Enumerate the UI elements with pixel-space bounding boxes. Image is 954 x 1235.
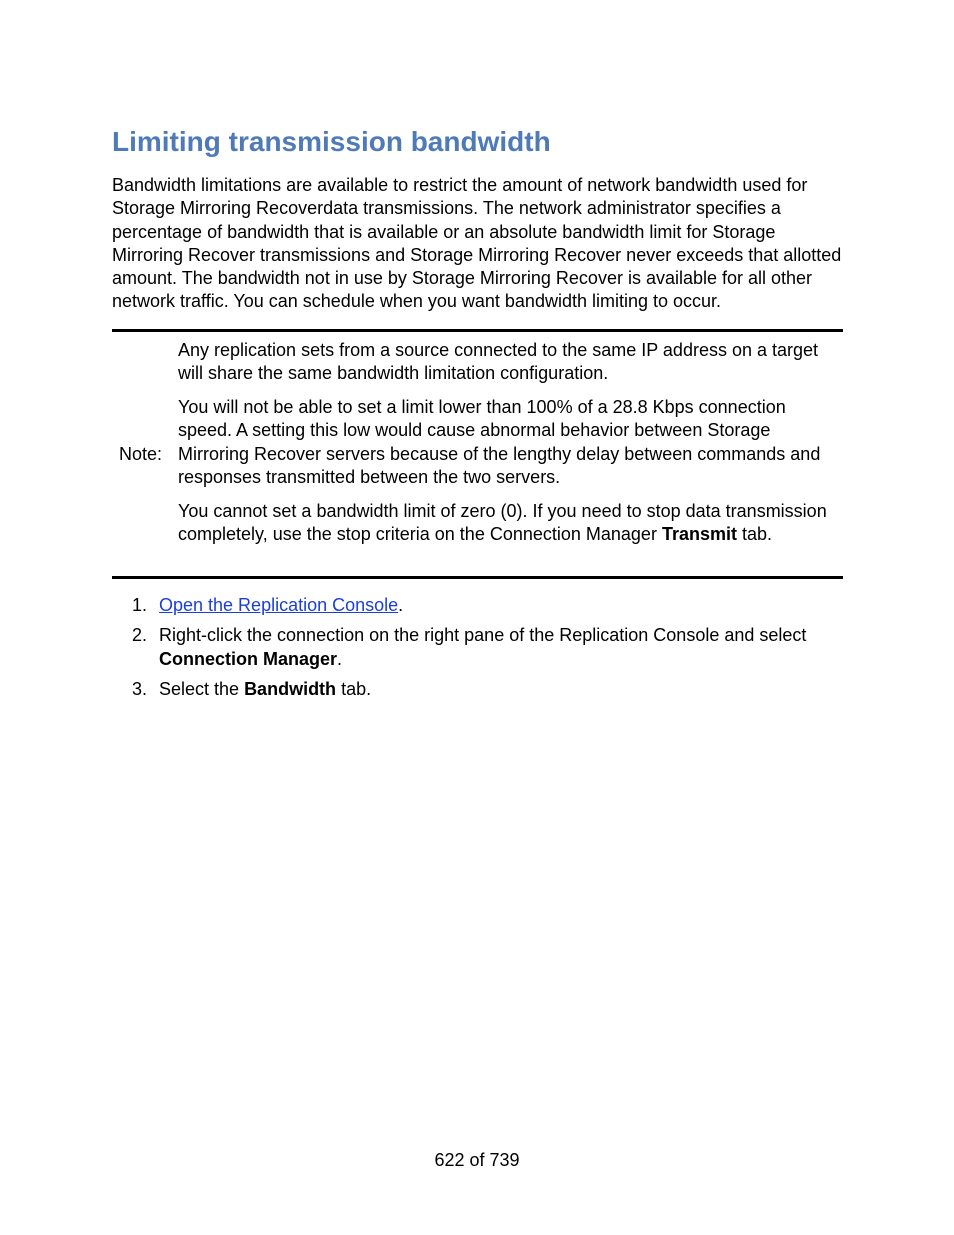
note-label: Note:	[119, 444, 163, 464]
step-number: 1.	[132, 595, 148, 615]
steps-list	[112, 594, 842, 708]
page-title: Limiting transmission bandwidth	[112, 126, 551, 157]
list-item	[112, 594, 842, 617]
step-text: Right-click the connection on the right pane of the Replication Console and select	[159, 625, 807, 646]
open-replication-console-link[interactable]: Open the Replication Console	[159, 595, 399, 615]
bandwidth-tab-name: Bandwidth	[244, 678, 337, 699]
connection-manager-term: Connection Manager	[159, 648, 338, 669]
list-item	[112, 624, 842, 671]
note-bottom-rule	[112, 576, 843, 579]
step-number: 2.	[132, 625, 148, 646]
transmit-tab-name: Transmit	[661, 524, 737, 545]
note-paragraph: You will not be able to set a limit lower than 100% of a 28.8 Kbps connection speed. A setting this low would cause abnormal behavior between Storage Mirroring Recover servers because of the lengthy delay between commands and responses transmitted between the two servers.	[178, 397, 821, 487]
note-text-tail: tab.	[736, 524, 772, 545]
note-paragraph: Any replication sets from a source connected to the same IP address on a target will share the same bandwidth limitation configuration.	[178, 340, 819, 384]
note-top-rule	[112, 329, 843, 332]
intro-paragraph: Bandwidth limitations are available to restrict the amount of network bandwidth used for Storage Mirroring Recoverdata transmissions. The network administrator specifies a percentage of bandwidth that is available or an absolute bandwidth limit for Storage Mirroring Recover transmissions and Storage Mirroring Recover never exceeds that allotted amount. The bandwidth not in use by Storage Mirroring Recover is available for all other network traffic. You can schedule when you want bandwidth limiting to occur.	[112, 175, 842, 312]
note-body	[178, 339, 842, 557]
note-paragraph	[178, 500, 842, 547]
page-number: 622 of 739	[434, 1150, 520, 1170]
note-text: You cannot set a bandwidth limit of zero (0). If you need to stop data transmission completely, use the stop criteria on the Connection Manager	[178, 500, 827, 545]
step-number: 3.	[132, 678, 148, 699]
step-tail: .	[398, 595, 404, 615]
list-item	[112, 678, 842, 701]
step-tail: .	[337, 648, 343, 669]
step-text: Select the	[159, 678, 245, 699]
step-tail: tab.	[336, 678, 372, 699]
